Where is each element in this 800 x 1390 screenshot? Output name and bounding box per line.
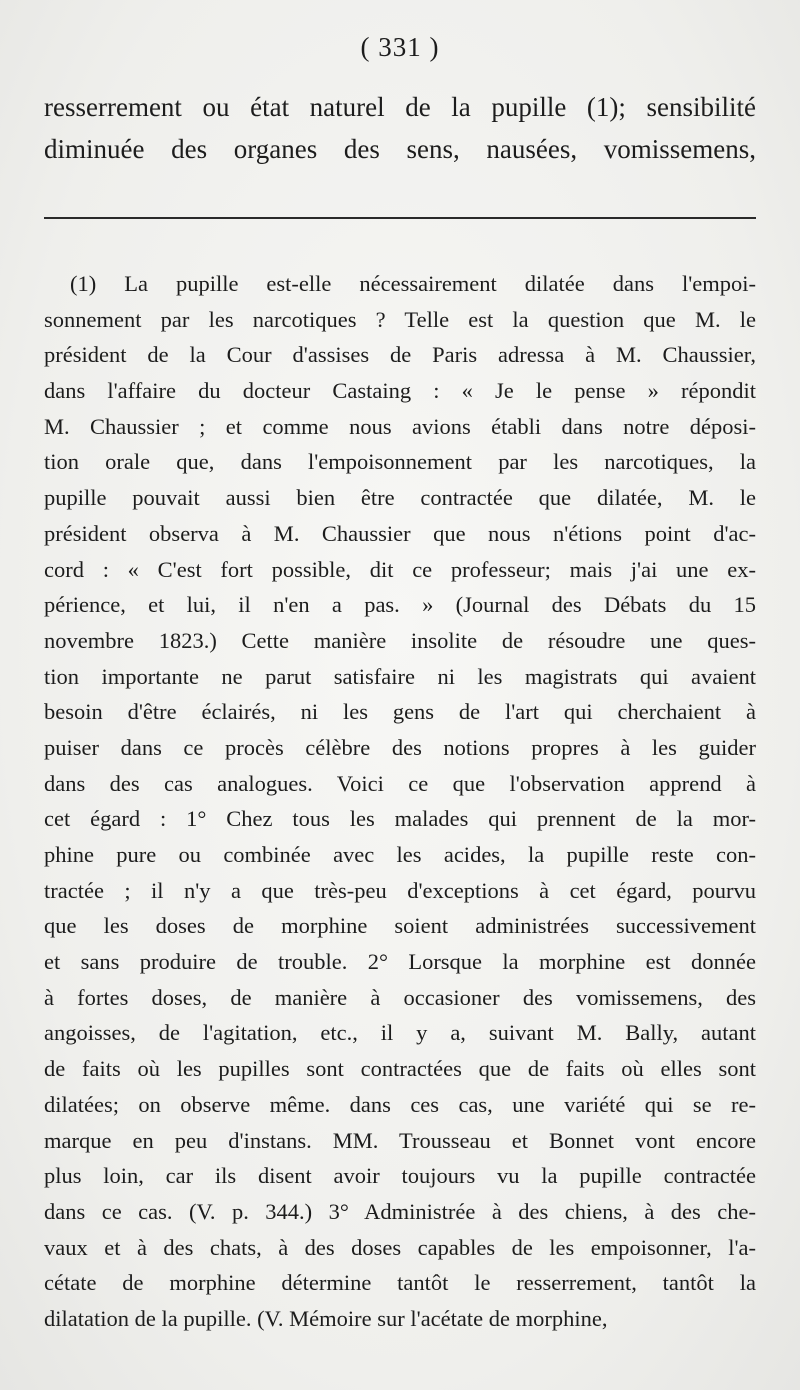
footnote-line: plus loin, car ils disent avoir toujours vu la pupille contractée [44, 1163, 756, 1189]
footnote-line: novembre 1823.) Cette manière insolite de résoudre une ques- [44, 627, 756, 653]
footnote [44, 266, 756, 1337]
footnote-line: et sans produire de trouble. 2° Lorsque la morphine est donnée [44, 949, 756, 975]
footnote-line: besoin d'être éclairés, ni les gens de l'art qui cherchaient à [44, 699, 756, 725]
page-number: ( 331 ) [360, 32, 440, 62]
main-text-line: resserrement ou état naturel de la pupille (1); sensibilité [44, 92, 756, 122]
footnote-line: sonnement par les narcotiques ? Telle est la question que M. le [44, 306, 756, 332]
footnote-line: tractée ; il n'y a que très-peu d'exceptions à cet égard, pourvu [44, 877, 756, 903]
footnote-line: angoisses, de l'agitation, etc., il y a, suivant M. Bally, autant [44, 1020, 756, 1046]
footnote-line: périence, et lui, il n'en a pas. » (Journal des Débats du 15 [44, 592, 756, 618]
footnote-line: dilatation de la pupille. (V. Mémoire sur l'acétate de morphine, [44, 1305, 608, 1331]
footnote-line: tion importante ne parut satisfaire ni les magistrats qui avaient [44, 663, 756, 689]
footnote-line: (1) La pupille est-elle nécessairement dilatée dans l'empoi- [70, 271, 756, 296]
footnote-line: marque en peu d'instans. MM. Trousseau et Bonnet vont encore [44, 1127, 756, 1153]
footnote-line: dilatées; on observe même. dans ces cas, une variété qui se re- [44, 1091, 756, 1117]
footnote-line: puiser dans ce procès célèbre des notions propres à les guider [44, 734, 756, 760]
footnote-line: dans l'affaire du docteur Castaing : « Je le pense » répondit [44, 378, 756, 404]
footnote-line: de faits où les pupilles sont contractées que de faits où elles sont [44, 1056, 756, 1082]
footnote-line: cet égard : 1° Chez tous les malades qui prennent de la mor- [44, 806, 756, 832]
main-text [44, 86, 756, 170]
footnote-line: que les doses de morphine soient administrées successivement [44, 913, 756, 939]
footnote-line: cétate de morphine détermine tantôt le resserrement, tantôt la [44, 1270, 756, 1296]
footnote-line: vaux et à des chats, à des doses capables de les empoisonner, l'a- [44, 1234, 756, 1260]
footnote-line: tion orale que, dans l'empoisonnement par les narcotiques, la [44, 449, 756, 475]
footnote-line: président de la Cour d'assises de Paris adressa à M. Chaussier, [44, 342, 756, 368]
footnote-separator-rule [44, 217, 756, 219]
main-text-line: diminuée des organes des sens, nausées, vomissemens, [44, 134, 756, 164]
footnote-line: pupille pouvait aussi bien être contractée que dilatée, M. le [44, 485, 756, 511]
footnote-line: dans des cas analogues. Voici ce que l'observation apprend à [44, 770, 756, 796]
footnote-line: à fortes doses, de manière à occasioner des vomissemens, des [44, 984, 756, 1010]
footnote-line: M. Chaussier ; et comme nous avions établi dans notre déposi- [44, 413, 756, 439]
footnote-line: cord : « C'est fort possible, dit ce professeur; mais j'ai une ex- [44, 556, 756, 582]
footnote-line: président observa à M. Chaussier que nous n'étions point d'ac- [44, 520, 756, 546]
footnote-line: phine pure ou combinée avec les acides, la pupille reste con- [44, 842, 756, 867]
footnote-line: dans ce cas. (V. p. 344.) 3° Administrée à des chiens, à des che- [44, 1198, 756, 1224]
